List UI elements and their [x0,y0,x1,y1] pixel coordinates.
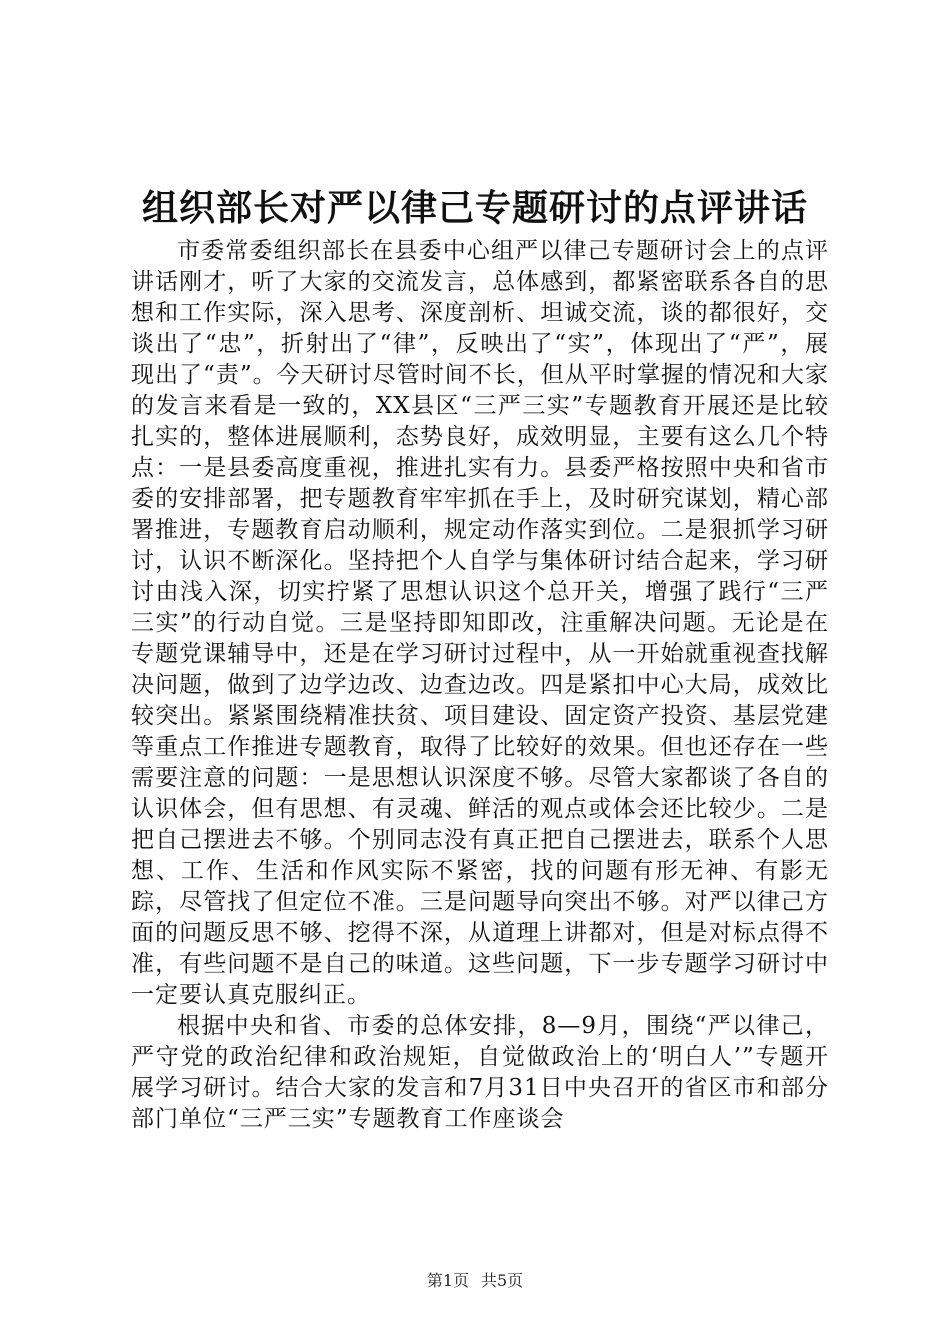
page-number-total: 共5页 [481,1271,524,1290]
document-title: 组织部长对严以律己专题研讨的点评讲话 [141,187,808,229]
page-footer [0,1270,950,1292]
document-body [131,236,829,1135]
page-number-current: 第1页 [426,1271,469,1290]
body-paragraph-1: 市委常委组织部长在县委中心组严以律己专题研讨会上的点评讲话刚才，听了大家的交流发言，总体感到，都紧密联系各自的思想和工作实际，深入思考、深度剖析、坦诚交流，谈的都很好，交谈出了“忠”，折射出了“律”，反映出了“实”，体现出了“严”，展现出了“责”。今天研讨尽管时间不长，但从平时掌握的情况和大家的发言来看是一致的，XX县区“三严三实”专题教育开展还是比较扎实的，整体进展顺利，态势良好，成效明显，主要有这么几个特点：一是县委高度重视，推进扎实有力。县委严格按照中央和省市委的安排部署，把专题教育牢牢抓在手上，及时研究谋划，精心部署推进，专题教育启动顺利，规定动作落实到位。二是狠抓学习研讨，认识不断深化。坚持把个人自学与集体研讨结合起来，学习研讨由浅入深，切实拧紧了思想认识这个总开关，增强了践行“三严三实”的行动自觉。三是坚持即知即改，注重解决问题。无论是在专题党课辅导中，还是在学习研讨过程中，从一开始就重视查找解决问题，做到了边学边改、边查边改。四是紧扣中心大局，成效比较突出。紧紧围绕精准扶贫、项目建设、固定资产投资、基层党建等重点工作推进专题教育，取得了比较好的效果。但也还存在一些需要注意的问题：一是思想认识深度不够。尽管大家都谈了各自的认识体会，但有思想、有灵魂、鲜活的观点或体会还比较少。二是把自己摆进去不够。个别同志没有真正把自己摆进去，联系个人思想、工作、生活和作风实际不紧密，找的问题有形无神、有影无踪，尽管找了但定位不准。三是问题导向突出不够。对严以律己方面的问题反思不够、挖得不深，从道理上讲都对，但是对标点得不准，有些问题不是自己的味道。这些问题，下一步专题学习研讨中一定要认真克服纠正。 [131,238,829,1008]
body-paragraph-2: 根据中央和省、市委的总体安排，8—9月，围绕“严以律己，严守党的政治纪律和政治规矩，自觉做政治上的‘明白人’”专题开展学习研讨。结合大家的发言和7月31日中央召开的省区市和部分部门单位“三严三实”专题教育工作座谈会 [131,1013,829,1132]
